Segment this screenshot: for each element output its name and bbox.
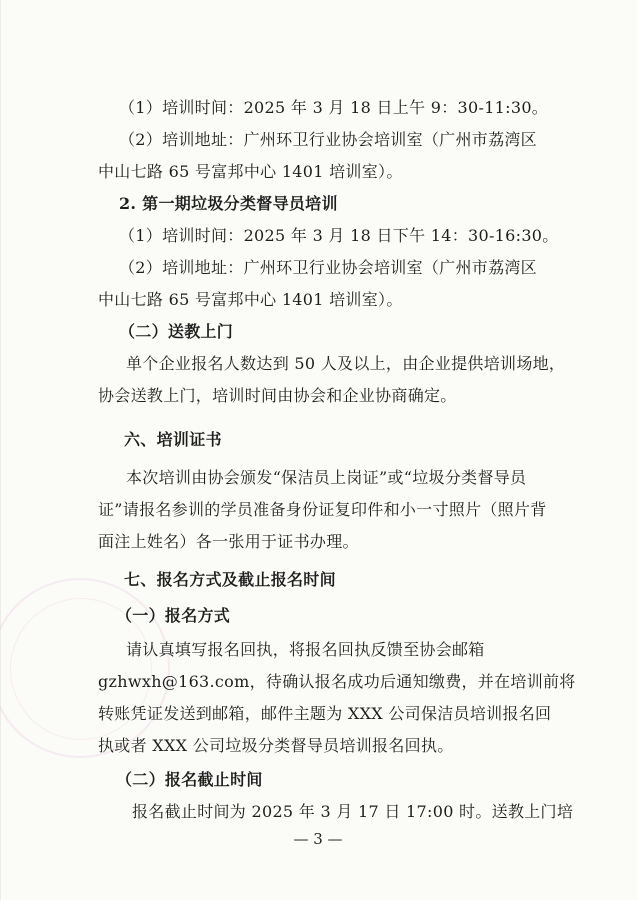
paragraph-registration-deadline: 报名截止时间为 2025 年 3 月 17 日 17:00 时。送教上门培 — [132, 802, 574, 821]
paragraph-certificate-2: 证”请报名参训的学员准备身份证复印件和小一寸照片（照片背 — [98, 500, 547, 519]
training-address-line-2-cont: 中山七路 65 号富邦中心 1401 培训室）。 — [98, 290, 403, 309]
subheading-registration-method: （一）报名方式 — [116, 606, 231, 625]
training-time-line-1: （1）培训时间：2025 年 3 月 18 日上午 9：30-11:30。 — [119, 98, 549, 117]
section-heading-registration: 七、报名方式及截止报名时间 — [124, 570, 336, 589]
paragraph-door-to-door-2: 协会送教上门，培训时间由协会和企业协商确定。 — [98, 386, 457, 405]
training-address-line-1: （2）培训地址：广州环卫行业协会培训室（广州市荔湾区 — [119, 130, 537, 149]
subheading-registration-deadline: （二）报名截止时间 — [116, 770, 263, 789]
paragraph-registration-4: 执或者 XXX 公司垃圾分类督导员培训报名回执。 — [98, 736, 454, 755]
training-address-line-2: （2）培训地址：广州环卫行业协会培训室（广州市荔湾区 — [119, 258, 537, 277]
training-address-line-1-cont: 中山七路 65 号富邦中心 1401 培训室）。 — [98, 162, 403, 181]
paragraph-door-to-door-1: 单个企业报名人数达到 50 人及以上，由企业提供培训场地， — [126, 354, 566, 373]
page-number: — 3 — — [293, 830, 343, 848]
paragraph-certificate-1: 本次培训由协会颁发“保洁员上岗证”或“垃圾分类督导员 — [126, 468, 527, 487]
paragraph-registration-3: 转账凭证发送到邮箱，邮件主题为 XXX 公司保洁员培训报名回 — [98, 704, 552, 723]
paragraph-certificate-3: 面注上姓名）各一张用于证书办理。 — [98, 532, 359, 551]
training-time-line-2: （1）培训时间：2025 年 3 月 18 日下午 14：30-16:30。 — [119, 226, 559, 245]
paragraph-registration-1: 请认真填写报名回执，将报名回执反馈至协会邮箱 — [126, 640, 485, 659]
section-heading-garbage-supervisor: 2. 第一期垃圾分类督导员培训 — [119, 194, 338, 213]
subheading-door-to-door: （二）送教上门 — [119, 322, 234, 341]
page-edge — [0, 0, 1, 900]
section-heading-certificate: 六、培训证书 — [124, 430, 222, 449]
paragraph-registration-2: gzhwxh@163.com，待确认报名成功后通知缴费，并在培训前将 — [98, 672, 576, 691]
